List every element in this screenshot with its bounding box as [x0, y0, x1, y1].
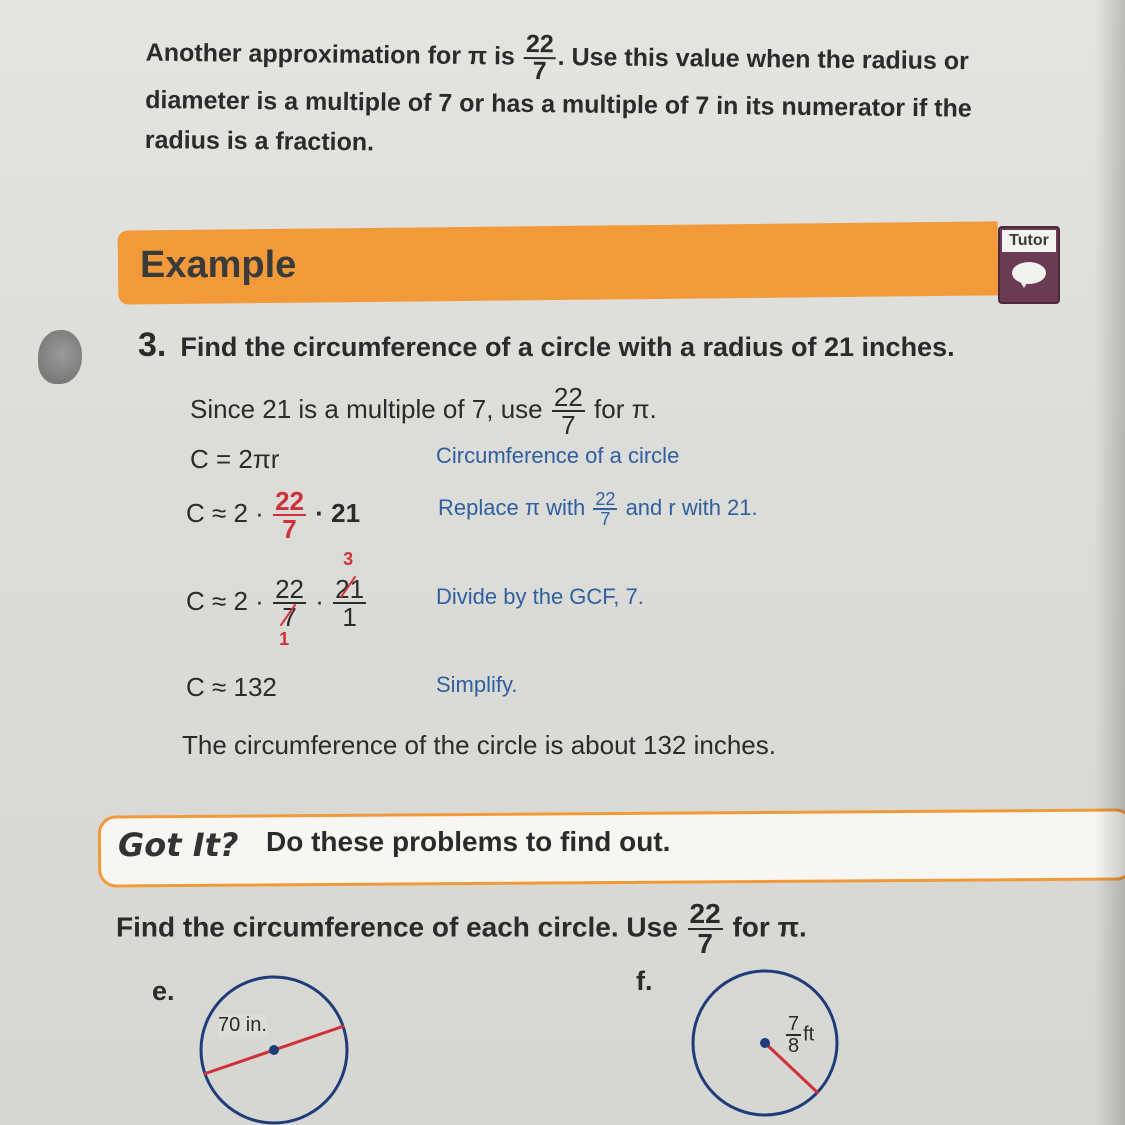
problem-e-label: e.	[152, 976, 175, 1006]
cancel-result-num: 3	[343, 549, 354, 569]
got-it-instruction: Find the circumference of each circle. Use $\frac{22}{7}$ for π.	[116, 898, 807, 959]
circle-f-measure: $\frac{7}{8}$ ft	[788, 1013, 815, 1057]
got-it-title: Got It?	[118, 826, 239, 864]
circle-e-measure: 70 in.	[218, 1014, 267, 1036]
circle-e-center	[269, 1045, 279, 1055]
instruction-fraction: $\frac{22}{7}$	[689, 898, 721, 959]
intro-paragraph: Another approximation for π is $\frac{22}{7}$ . Use this value when the radius or diameter is a multiple of 7 or has a multiple of 7 in its numerator if the radius is a fraction.	[144, 29, 972, 157]
step-2-fraction: $\frac{22}{7}$	[275, 486, 304, 544]
step-2-note: Replace π with $\frac{22}{7}$ and r with 21.	[438, 489, 758, 530]
circle-e-figure	[190, 970, 360, 1125]
step-3-fraction-2: 3 21 1	[335, 549, 365, 632]
circle-f-center	[760, 1038, 770, 1048]
step-1-note: Circumference of a circle	[436, 443, 680, 468]
since-fraction: $\frac{22}{7}$	[553, 382, 583, 440]
conclusion: The circumference of the circle is about 132 inches.	[182, 730, 776, 760]
step-4-expression: C ≈ 132	[186, 672, 277, 702]
step-3-expression: C ≈ 2 · 22 7 1 · 3 21 1	[186, 549, 365, 649]
circle-f-fraction: $\frac{7}{8}$	[788, 1013, 800, 1057]
pi-fraction: $\frac{22}{7}$	[524, 32, 556, 84]
problem-f-label: f.	[636, 966, 653, 996]
step-2-note-fraction: $\frac{22}{7}$	[595, 489, 616, 530]
example-title: Example	[140, 244, 297, 286]
step-1-expression: C = 2πr	[190, 444, 280, 474]
problem-statement: 3. Find the circumference of a circle with a radius of 21 inches.	[138, 326, 955, 364]
cancel-result-den: 1	[279, 629, 290, 649]
step-4-note: Simplify.	[436, 672, 518, 697]
got-it-subtitle: Do these problems to find out.	[266, 826, 671, 857]
thumb-shadow	[38, 330, 82, 384]
since-line: Since 21 is a multiple of 7, use $\frac{22}{7}$ for π.	[190, 382, 657, 440]
step-2-expression: C ≈ 2 · $\frac{22}{7}$ · 21	[186, 486, 361, 544]
tutor-button[interactable]	[998, 226, 1060, 304]
speech-bubble-icon	[1012, 262, 1046, 284]
step-3-note: Divide by the GCF, 7.	[436, 584, 644, 609]
circle-f-figure	[680, 966, 855, 1125]
tutor-label: Tutor	[1002, 230, 1056, 252]
step-3-fraction: 22 7 1	[275, 574, 304, 649]
page-edge-shadow	[1095, 0, 1125, 1125]
problem-number: 3.	[138, 326, 167, 364]
